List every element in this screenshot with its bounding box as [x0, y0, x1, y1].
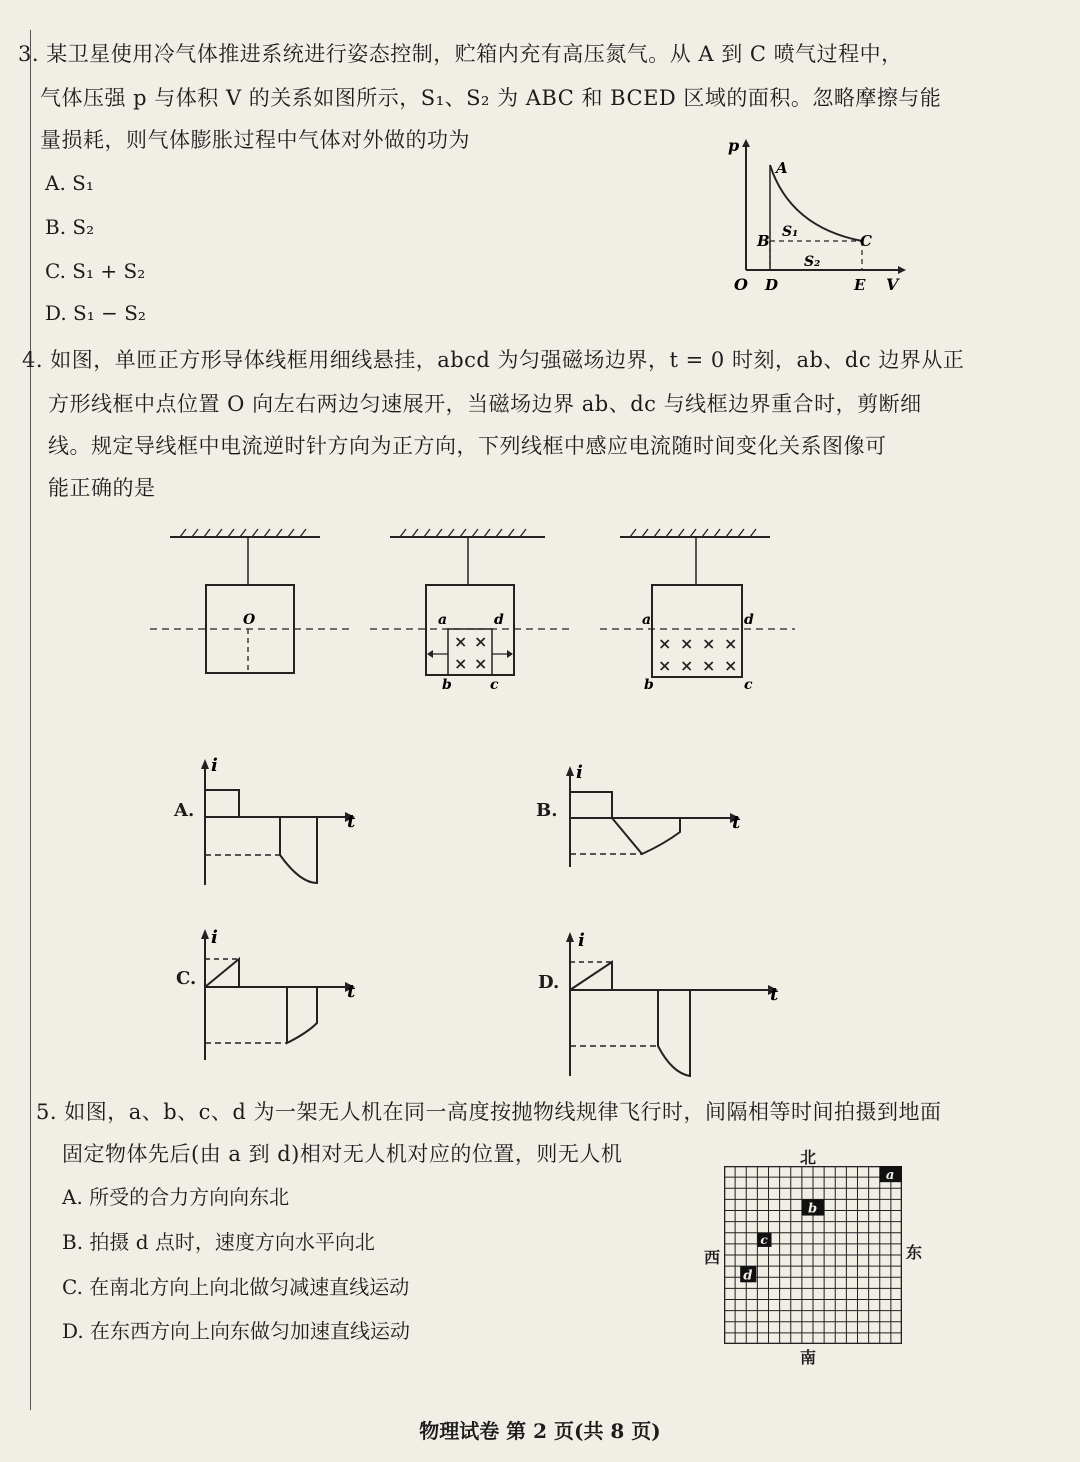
q4-graph-d-axis-t: t — [770, 984, 779, 1005]
svg-text:×: × — [724, 656, 738, 675]
q4-graph-a-axis-i: i — [211, 755, 218, 776]
q4-line-1: 4. 如图，单匝正方形导体线框用细线悬挂，abcd 为匀强磁场边界，t = 0 时刻，ab、dc 边界从正 — [22, 348, 965, 372]
q5-option-b: B. 拍摄 d 点时，速度方向水平向北 — [62, 1230, 375, 1254]
q3-label-e: E — [854, 276, 866, 294]
q3-option-c: C. S₁ + S₂ — [45, 259, 146, 283]
q3-label-s2: S₂ — [804, 254, 821, 270]
svg-text:×: × — [658, 656, 672, 675]
q4-graph-d-label: D. — [538, 972, 560, 993]
q5-point-c: c — [760, 1232, 768, 1247]
q4-graph-c-axis-t: t — [347, 981, 356, 1002]
q5-compass-south: 南 — [800, 1348, 817, 1367]
q4-fig2-label-a: a — [438, 612, 448, 628]
margin-line — [30, 30, 31, 1410]
q4-line-3: 线。规定导线框中电流逆时针方向为正方向，下列线框中感应电流随时间变化关系图像可 — [48, 434, 887, 458]
q5-point-a: a — [885, 1168, 895, 1184]
q4-graph-a-label: A. — [174, 800, 195, 821]
q4-line-4: 能正确的是 — [48, 476, 156, 500]
q5-option-d: D. 在东西方向上向东做匀加速直线运动 — [62, 1319, 411, 1343]
q4-fig2-label-b: b — [442, 677, 452, 693]
q4-line-2: 方形线框中点位置 O 向左右两边匀速展开，当磁场边界 ab、dc 与线框边界重合时，剪断细 — [48, 392, 922, 416]
q3-label-a: A — [776, 159, 788, 177]
q5-option-a: A. 所受的合力方向向东北 — [62, 1185, 290, 1209]
svg-text:×: × — [474, 654, 488, 673]
q3-label-b: B — [757, 232, 770, 250]
svg-text:×: × — [474, 632, 488, 651]
q4-fig3-label-b: b — [644, 677, 654, 693]
q4-graph-c-axis-i: i — [211, 927, 218, 948]
svg-text:×: × — [702, 656, 716, 675]
svg-text:×: × — [454, 654, 468, 673]
q3-label-o: O — [734, 275, 748, 294]
svg-text:×: × — [702, 634, 716, 653]
q5-compass-north: 北 — [800, 1148, 817, 1167]
q5-compass-east: 东 — [906, 1243, 923, 1262]
q4-graph-a — [195, 755, 365, 890]
q3-option-a: A. S₁ — [45, 171, 94, 195]
q5-option-c: C. 在南北方向上向北做匀减速直线运动 — [62, 1275, 410, 1299]
svg-text:×: × — [454, 632, 468, 651]
q3-label-v: V — [886, 275, 899, 294]
q4-fig2-label-d: d — [494, 612, 504, 628]
svg-text:×: × — [680, 634, 694, 653]
q4-setup-figure — [150, 525, 810, 710]
svg-text:×: × — [658, 634, 672, 653]
q3-option-b: B. S₂ — [45, 215, 95, 239]
q5-line-2: 固定物体先后(由 a 到 d)相对无人机对应的位置，则无人机 — [62, 1142, 623, 1166]
q4-fig3-label-d: d — [744, 612, 754, 628]
q4-graph-b-label: B. — [536, 800, 558, 821]
q4-graph-b-axis-i: i — [576, 762, 583, 783]
q3-label-d: D — [765, 276, 779, 294]
q3-pv-graph — [720, 135, 910, 295]
q4-graph-b-axis-t: t — [732, 812, 741, 833]
svg-text:×: × — [724, 634, 738, 653]
page-footer: 物理试卷 第 2 页(共 8 页) — [419, 1419, 661, 1443]
q4-graph-c-label: C. — [176, 968, 197, 989]
q4-fig1-label-o: O — [243, 612, 256, 628]
q4-fig2-label-c: c — [490, 677, 499, 693]
q3-label-s1: S₁ — [782, 224, 799, 240]
q4-fig3-label-a: a — [642, 612, 652, 628]
q4-graph-d — [560, 928, 790, 1083]
q4-graph-a-axis-t: t — [347, 811, 356, 832]
q5-point-d: d — [743, 1268, 753, 1284]
q3-line-2: 气体压强 p 与体积 V 的关系如图所示，S₁、S₂ 为 ABC 和 BCED 区域的面积。忽略摩擦与能 — [40, 86, 942, 110]
q5-point-b: b — [807, 1201, 818, 1217]
q5-grid — [724, 1166, 902, 1344]
q3-line-3: 量损耗，则气体膨胀过程中气体对外做的功为 — [40, 128, 470, 152]
q3-option-d: D. S₁ − S₂ — [45, 301, 146, 325]
svg-text:×: × — [680, 656, 694, 675]
q3-line-1: 3. 某卫星使用冷气体推进系统进行姿态控制，贮箱内充有高压氮气。从 A 到 C 喷气过程中， — [18, 42, 903, 66]
q5-compass-west: 西 — [704, 1248, 721, 1267]
q3-label-p: p — [728, 136, 740, 155]
q4-fig3-label-c: c — [744, 677, 753, 693]
q5-line-1: 5. 如图，a、b、c、d 为一架无人机在同一高度按抛物线规律飞行时，间隔相等时间拍摄到地面 — [36, 1100, 942, 1124]
q3-label-c: C — [860, 232, 872, 250]
q4-graph-b — [560, 762, 750, 872]
q4-graph-c — [195, 925, 365, 1065]
q4-graph-d-axis-i: i — [578, 930, 585, 951]
